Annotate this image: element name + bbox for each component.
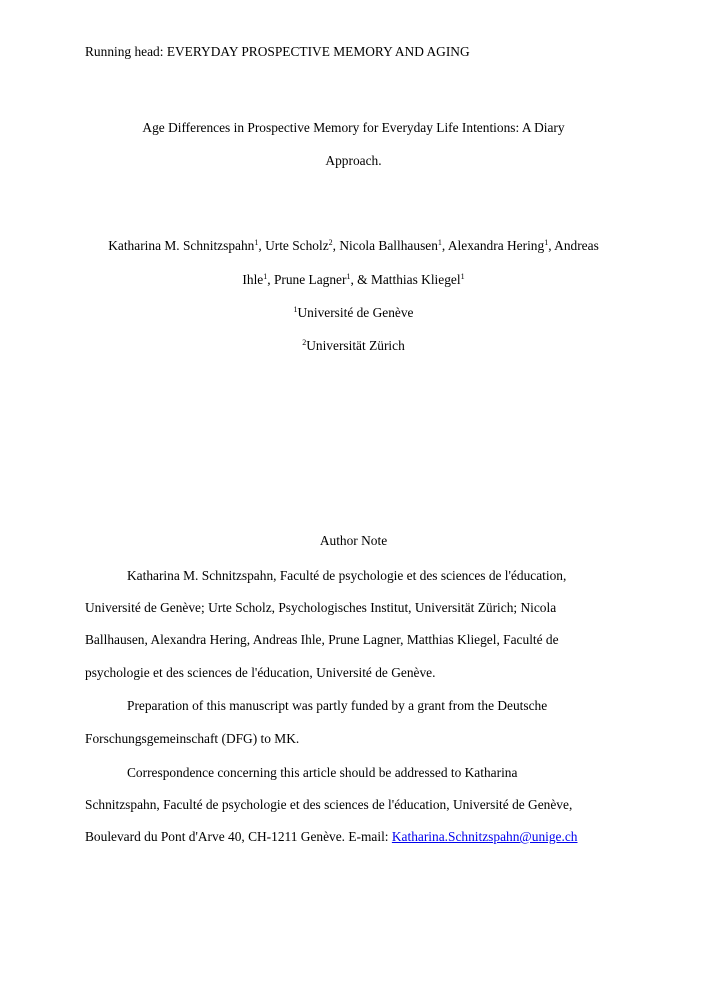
author-note-heading: Author Note bbox=[319, 533, 388, 548]
author-name: Urte Scholz bbox=[265, 238, 329, 253]
author-name: Ihle bbox=[242, 272, 264, 287]
author-name: Nicola Ballhausen bbox=[339, 238, 438, 253]
affiliation-marker: 1 bbox=[437, 238, 442, 247]
affiliation-number: 1 bbox=[293, 305, 298, 314]
title-line-2: Approach. bbox=[325, 153, 382, 168]
author-note-p1-line: psychologie et des sciences de l'éducation, Université de Genève. bbox=[85, 665, 436, 680]
affiliation-marker: 1 bbox=[460, 272, 465, 281]
author-note-p3-line: Schnitzspahn, Faculté de psychologie et des sciences de l'éducation, Université de Genève, bbox=[85, 797, 573, 812]
author-separator: , & bbox=[350, 272, 371, 287]
author-line-1 bbox=[0, 238, 707, 254]
email-link[interactable]: Katharina.Schnitzspahn@unige.ch bbox=[391, 829, 578, 844]
title-line-1: Age Differences in Prospective Memory for Everyday Life Intentions: A Diary bbox=[142, 120, 565, 135]
author-note-p2-line: Preparation of this manuscript was partly funded by a grant from the Deutsche bbox=[127, 698, 548, 713]
address-text: Boulevard du Pont d'Arve 40, CH-1211 Genève. E-mail: bbox=[85, 829, 392, 844]
affiliation-marker: 1 bbox=[254, 238, 259, 247]
affiliation-2 bbox=[0, 338, 707, 354]
affiliation-number: 2 bbox=[302, 338, 307, 347]
author-name: Alexandra Hering bbox=[447, 238, 545, 253]
author-note-p3-last-line bbox=[85, 829, 578, 845]
affiliation-marker: 2 bbox=[328, 238, 333, 247]
author-name: Matthias Kliegel bbox=[370, 272, 461, 287]
affiliation-marker: 1 bbox=[346, 272, 351, 281]
author-line-2 bbox=[0, 272, 707, 288]
affiliation-marker: 1 bbox=[544, 238, 549, 247]
author-note-p1-line: Université de Genève; Urte Scholz, Psychologisches Institut, Universität Zürich; Nicola bbox=[85, 600, 557, 615]
author-name: Katharina M. Schnitzspahn bbox=[108, 238, 255, 253]
affiliation-marker: 1 bbox=[263, 272, 268, 281]
author-note-p1-line: Katharina M. Schnitzspahn, Faculté de psychologie et des sciences de l'éducation, bbox=[127, 568, 567, 583]
affiliation-name: Universität Zürich bbox=[306, 338, 405, 353]
author-note-p2-line: Forschungsgemeinschaft (DFG) to MK. bbox=[85, 731, 300, 746]
author-separator: , bbox=[258, 238, 266, 253]
author-note-p3-line: Correspondence concerning this article should be addressed to Katharina bbox=[127, 765, 518, 780]
running-head: Running head: EVERYDAY PROSPECTIVE MEMORY AND AGING bbox=[85, 44, 470, 59]
author-note-p1-line: Ballhausen, Alexandra Hering, Andreas Ihle, Prune Lagner, Matthias Kliegel, Faculté de bbox=[85, 632, 559, 647]
author-separator: , bbox=[267, 272, 274, 287]
affiliation-1 bbox=[0, 305, 707, 321]
affiliation-name: Université de Genève bbox=[297, 305, 414, 320]
author-separator: , Andreas bbox=[548, 238, 599, 253]
author-separator: , bbox=[332, 238, 340, 253]
author-name: Prune Lagner bbox=[273, 272, 347, 287]
author-separator: , bbox=[441, 238, 448, 253]
